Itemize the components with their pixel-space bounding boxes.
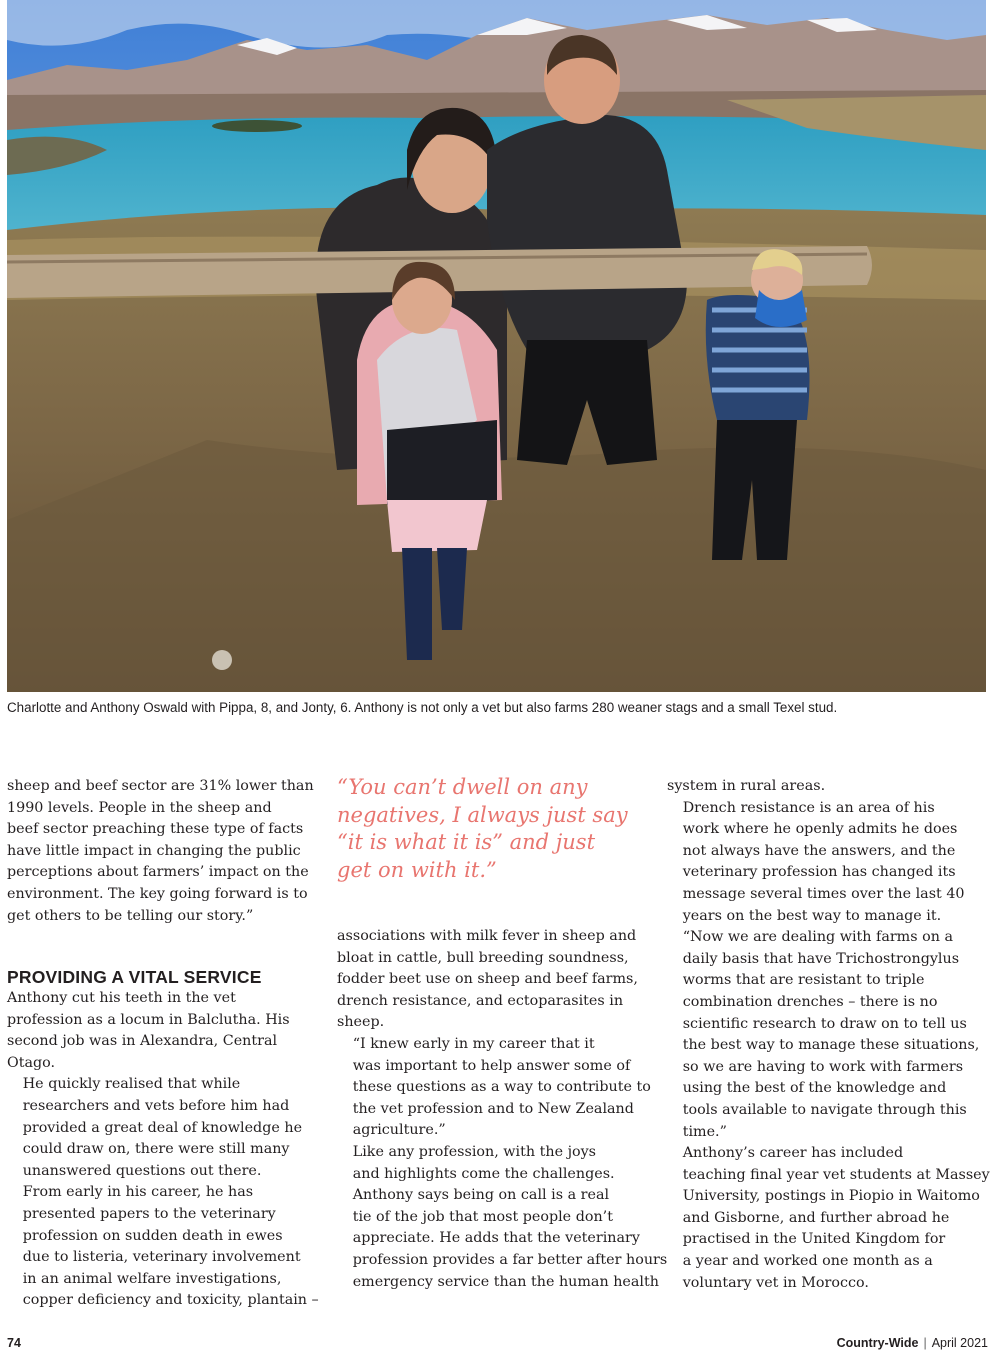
text-line: drench resistance, and ectoparasites in bbox=[337, 992, 624, 1009]
column-2 bbox=[337, 926, 668, 1293]
family-photo bbox=[7, 0, 986, 692]
text-line: Anthony cut his teeth in the vet bbox=[7, 990, 236, 1006]
publication-name: Country-Wide bbox=[836, 1336, 919, 1350]
text-line: veterinary profession has changed its bbox=[682, 864, 956, 881]
text-line: and Gisborne, and further abroad he bbox=[682, 1209, 950, 1226]
text-line: agriculture.” bbox=[352, 1122, 446, 1139]
text-line: emergency service than the human health bbox=[352, 1273, 659, 1290]
text-line: negatives, I always just say bbox=[337, 802, 628, 827]
text-line: system in rural areas. bbox=[667, 778, 826, 794]
text-line: sheep and beef sector are 31% lower than bbox=[7, 778, 314, 794]
text-line: profession as a locum in Balclutha. His bbox=[7, 1011, 290, 1028]
text-line: not always have the answers, and the bbox=[682, 842, 956, 859]
text-line: have little impact in changing the public bbox=[7, 842, 301, 859]
text-line: the vet profession and to New Zealand bbox=[352, 1100, 634, 1117]
text-line: University, postings in Piopio in Waitomo bbox=[682, 1188, 980, 1205]
text-line: researchers and vets before him had bbox=[22, 1097, 290, 1114]
text-line: He quickly realised that while bbox=[22, 1076, 241, 1093]
column-1-section bbox=[7, 966, 319, 1312]
text-line: profession provides a far better after hours bbox=[352, 1251, 668, 1268]
text-line: teaching final year vet students at Massey bbox=[682, 1166, 990, 1183]
text-line: “I knew early in my career that it bbox=[352, 1035, 595, 1052]
text-line: tools available to navigate through this bbox=[682, 1101, 967, 1118]
text-line: scientific research to draw on to tell us bbox=[682, 1015, 967, 1032]
paragraph bbox=[7, 1182, 319, 1312]
paragraph bbox=[337, 1142, 668, 1293]
paragraph bbox=[667, 927, 980, 1143]
paragraph bbox=[7, 988, 313, 1074]
text-line: practised in the United Kingdom for bbox=[682, 1231, 946, 1248]
text-line: a year and worked one month as a bbox=[682, 1253, 933, 1270]
separator: | bbox=[923, 1336, 927, 1350]
text-line: profession on sudden death in ewes bbox=[22, 1227, 283, 1244]
text-line: using the best of the knowledge and bbox=[682, 1080, 947, 1097]
text-line: the best way to manage these situations, bbox=[682, 1037, 980, 1054]
column-1-top-paragraph bbox=[7, 776, 313, 927]
text-line: in an animal welfare investigations, bbox=[22, 1270, 282, 1287]
text-line: “Now we are dealing with farms on a bbox=[682, 929, 953, 946]
text-line: work where he openly admits he does bbox=[682, 821, 958, 838]
section-heading: PROVIDING A VITAL SERVICE bbox=[7, 967, 262, 987]
page-number: 74 bbox=[7, 1336, 21, 1350]
text-line: daily basis that have Trichostrongylus bbox=[682, 950, 960, 967]
text-line: Anthony says being on call is a real bbox=[352, 1187, 610, 1204]
text-line: presented papers to the veterinary bbox=[22, 1205, 276, 1222]
page-footer bbox=[0, 1336, 1000, 1354]
masthead bbox=[837, 1336, 988, 1350]
text-line: get others to be telling our story.” bbox=[7, 907, 254, 924]
paragraph bbox=[7, 1074, 313, 1182]
text-line: years on the best way to manage it. bbox=[682, 907, 942, 924]
text-line: get on with it.” bbox=[337, 857, 497, 882]
text-line: 1990 levels. People in the sheep and bbox=[7, 799, 272, 816]
text-line: worms that are resistant to triple bbox=[682, 972, 925, 989]
issue-date: April 2021 bbox=[931, 1336, 988, 1350]
text-line: copper deficiency and toxicity, plantain – bbox=[22, 1292, 319, 1309]
text-line: was important to help answer some of bbox=[352, 1057, 631, 1074]
text-line: message several times over the last 40 bbox=[682, 885, 965, 902]
paragraph bbox=[7, 776, 313, 927]
text-line: “You can’t dwell on any bbox=[337, 775, 588, 799]
text-line: these questions as a way to contribute to bbox=[352, 1079, 651, 1096]
text-line: so we are having to work with farmers bbox=[682, 1058, 964, 1075]
text-line: bloat in cattle, bull breeding soundness, bbox=[337, 949, 629, 966]
text-line: perceptions about farmers’ impact on the bbox=[7, 864, 309, 881]
paragraph bbox=[667, 798, 973, 928]
text-line: environment. The key going forward is to bbox=[7, 885, 308, 902]
text-line: and highlights come the challenges. bbox=[352, 1165, 615, 1182]
text-line: Anthony’s career has included bbox=[682, 1145, 904, 1162]
family-photo-image bbox=[7, 0, 986, 692]
text-line: voluntary vet in Morocco. bbox=[682, 1274, 869, 1291]
text-line: tie of the job that most people don’t bbox=[352, 1208, 613, 1225]
text-line: time.” bbox=[682, 1123, 727, 1140]
text-line: provided a great deal of knowledge he bbox=[22, 1119, 303, 1136]
text-line: From early in his career, he has bbox=[22, 1184, 254, 1201]
text-line: could draw on, there were still many bbox=[22, 1141, 290, 1158]
column-3 bbox=[667, 776, 990, 1294]
text-line: associations with milk fever in sheep and bbox=[337, 928, 637, 944]
pull-quote bbox=[337, 774, 647, 884]
photo-caption: Charlotte and Anthony Oswald with Pippa, 8, and Jonty, 6. Anthony is not only a vet but also farms 280 weaner stags and a small Texel stud. bbox=[7, 700, 838, 715]
text-line: Like any profession, with the joys bbox=[352, 1143, 597, 1160]
paragraph bbox=[337, 926, 643, 1034]
text-line: combination drenches – there is no bbox=[682, 993, 938, 1010]
text-line: second job was in Alexandra, Central bbox=[7, 1033, 278, 1050]
text-line: Otago. bbox=[7, 1054, 56, 1071]
text-line: fodder beet use on sheep and beef farms, bbox=[337, 971, 638, 988]
text-line: unanswered questions out there. bbox=[22, 1162, 262, 1179]
text-line: due to listeria, veterinary involvement bbox=[22, 1249, 301, 1266]
paragraph bbox=[667, 1143, 990, 1294]
paragraph bbox=[667, 776, 973, 798]
paragraph bbox=[337, 1034, 651, 1142]
text-line: sheep. bbox=[337, 1014, 385, 1031]
text-line: “it is what it is” and just bbox=[337, 830, 596, 854]
text-line: Drench resistance is an area of his bbox=[682, 799, 935, 816]
text-line: appreciate. He adds that the veterinary bbox=[352, 1230, 640, 1247]
text-line: beef sector preaching these type of facts bbox=[7, 821, 304, 838]
